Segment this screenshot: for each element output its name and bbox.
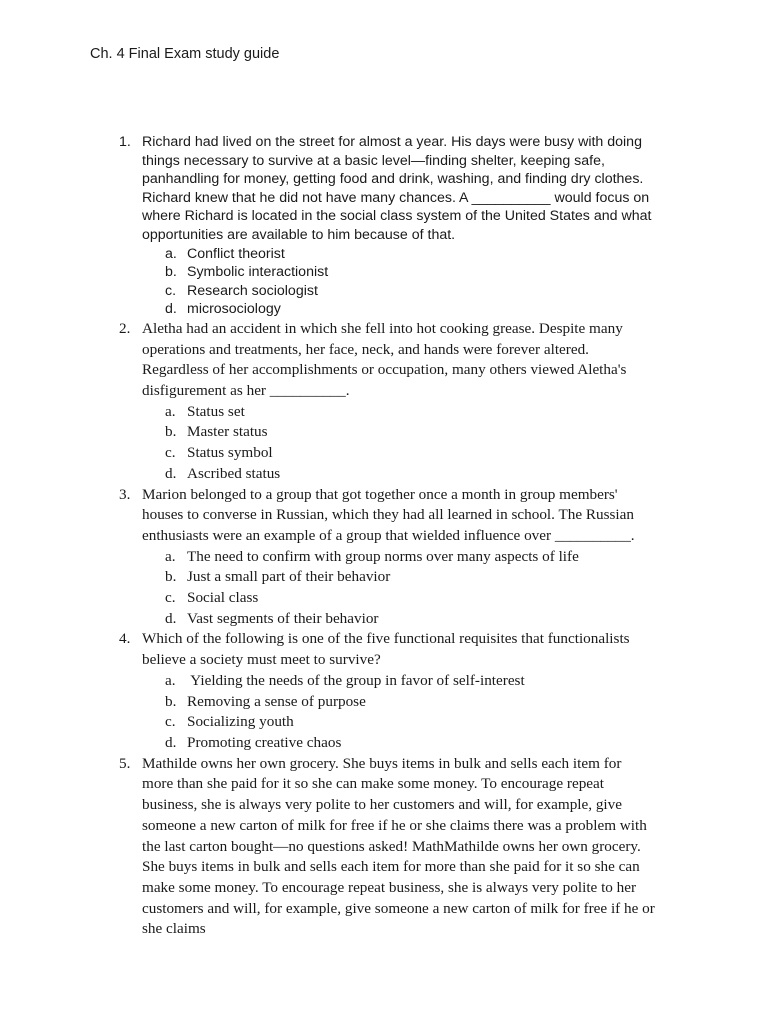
- answer-option: [142, 443, 656, 464]
- option-text: Removing a sense of purpose: [187, 692, 366, 710]
- answer-option: [142, 464, 656, 485]
- question-number: 4.: [119, 630, 131, 648]
- answer-options: [142, 547, 656, 630]
- option-letter: a.: [165, 402, 176, 420]
- question-number: 3.: [119, 485, 131, 503]
- option-text: Research sociologist: [187, 282, 318, 299]
- answer-option: [142, 733, 656, 754]
- option-letter: c.: [165, 713, 176, 731]
- option-letter: a.: [165, 547, 176, 565]
- option-text: Yielding the needs of the group in favor of self-interest: [187, 671, 525, 689]
- answer-option: [142, 245, 656, 264]
- option-text: Ascribed status: [187, 464, 281, 482]
- answer-option: [142, 300, 656, 319]
- question-item: [0, 485, 768, 630]
- option-letter: d.: [165, 301, 177, 318]
- question-text: Marion belonged to a group that got together once a month in group members' houses to converse in Russian, which they had all learned in school. The Russian enthusiasts were an example of a group that wielded influence over __________.: [142, 485, 635, 544]
- question-number: 1.: [119, 134, 131, 150]
- document-title: Ch. 4 Final Exam study guide: [90, 46, 280, 62]
- answer-option: [142, 567, 656, 588]
- option-letter: a.: [165, 245, 177, 262]
- option-letter: a.: [165, 671, 176, 689]
- option-letter: d.: [165, 464, 177, 482]
- option-letter: b.: [165, 692, 177, 710]
- option-letter: c.: [165, 444, 176, 462]
- answer-options: [142, 245, 656, 319]
- question-number: 2.: [119, 319, 131, 337]
- answer-option: [142, 692, 656, 713]
- option-text: Conflict theorist: [187, 245, 285, 262]
- answer-option: [142, 422, 656, 443]
- answer-option: [142, 588, 656, 609]
- question-text: Mathilde owns her own grocery. She buys items in bulk and sells each item for more than she paid for it so she can make some money. To encourage repeat business, she is always very polite to her customers and will, for example, give someone a new carton of milk for free if he or she claims there was a problem with the last carton bought—no questions asked! MathMathilde owns her own grocery. She buys items in bulk and sells each item for more than she paid for it so she can make some money. To encourage repeat business, she is always very polite to her customers and will, for example, give someone a new carton of milk for free if he or she claims: [142, 754, 655, 938]
- option-letter: d.: [165, 734, 177, 751]
- option-text: Vast segments of their behavior: [187, 609, 379, 627]
- option-text: Symbolic interactionist: [187, 264, 329, 281]
- option-letter: b.: [165, 568, 177, 586]
- question-item: [0, 133, 768, 319]
- option-text: The need to confirm with group norms over many aspects of life: [187, 547, 579, 565]
- option-text: Social class: [187, 589, 259, 607]
- option-text: Status set: [187, 402, 245, 420]
- option-letter: c.: [165, 282, 177, 299]
- question-text: Which of the following is one of the five functional requisites that functionalists believe a society must meet to survive?: [142, 630, 630, 669]
- option-text: Status symbol: [187, 444, 273, 462]
- answer-option: [142, 671, 656, 692]
- option-text: microsociology: [187, 301, 281, 318]
- option-text: Just a small part of their behavior: [187, 568, 391, 586]
- answer-option: [142, 402, 656, 423]
- option-letter: b.: [165, 423, 177, 441]
- answer-option: [142, 609, 656, 630]
- question-item: [0, 754, 768, 940]
- option-text: Promoting creative chaos: [187, 734, 342, 751]
- answer-option: [142, 282, 656, 301]
- option-text: Master status: [187, 423, 268, 441]
- option-letter: c.: [165, 589, 176, 607]
- answer-option: [142, 712, 656, 733]
- answer-option: [142, 263, 656, 282]
- question-number: 5.: [119, 754, 131, 772]
- option-text: Socializing youth: [187, 713, 294, 731]
- question-item: [0, 319, 768, 485]
- option-letter: b.: [165, 264, 177, 281]
- answer-options: [142, 671, 656, 754]
- option-letter: d.: [165, 609, 177, 627]
- question-text: Aletha had an accident in which she fell into hot cooking grease. Despite many operations and treatments, her face, neck, and hands were forever altered. Regardless of her accomplishments or occupation, many others viewed Aletha's disfigurement as her __________.: [142, 319, 627, 400]
- question-list: [0, 133, 768, 940]
- answer-options: [142, 402, 656, 485]
- question-text: Richard had lived on the street for almost a year. His days were busy with doing things necessary to survive at a basic level—finding shelter, keeping safe, panhandling for money, getting food and drink, washing, and finding dry clothes. Richard knew that he did not have many chances. A __________ would focus on where Richard is located in the social class system of the United States and what opportunities are available to him because of that.: [142, 134, 652, 243]
- question-item: [0, 629, 768, 753]
- answer-option: [142, 547, 656, 568]
